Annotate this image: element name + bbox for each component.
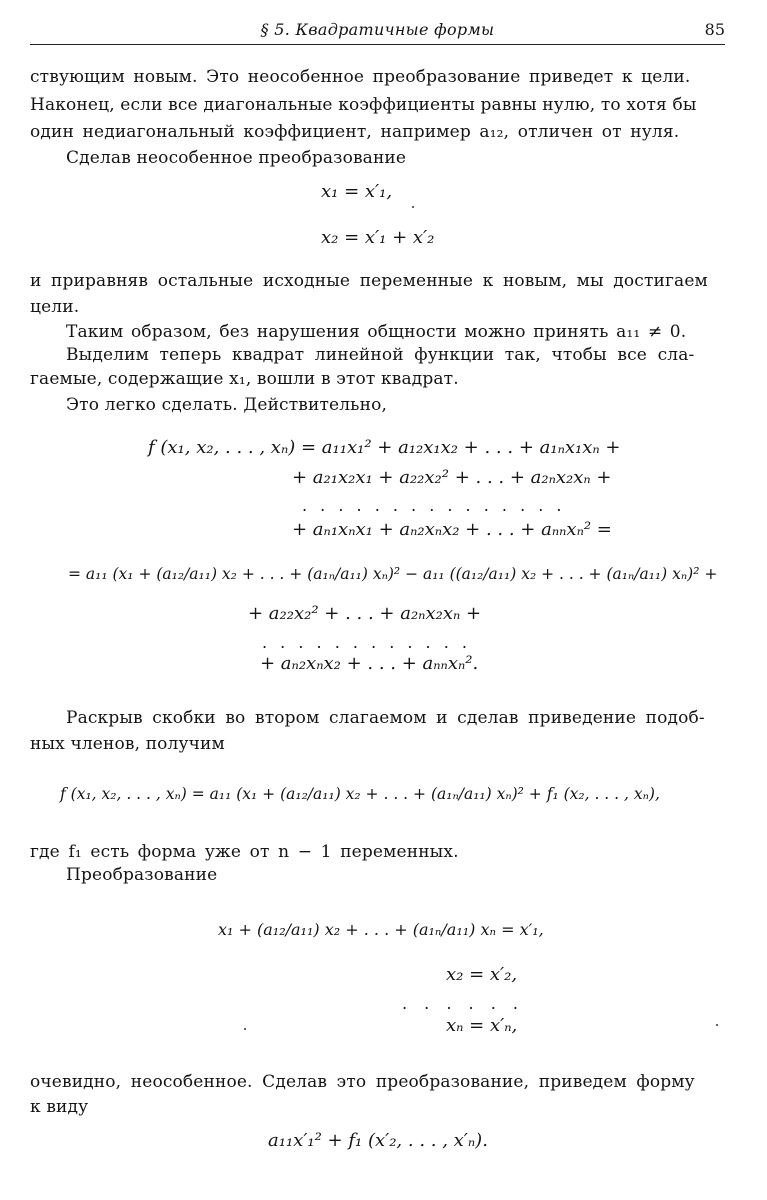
equation-line: x₂ = x′₁ + x′₂: [321, 227, 435, 248]
paragraph-line: очевидно, неособенное. Сделав это преобразование, приведем форму: [30, 1072, 695, 1092]
equation-line: = a₁₁ (x₁ + (a₁₂/a₁₁) x₂ + . . . + (a₁ₙ/a₁₁) xₙ)² − a₁₁ ((a₁₂/a₁₁) x₂ + . . . + (a₁ₙ/a₁₁) xₙ)² +: [68, 565, 718, 583]
equation-line: f (x₁, x₂, . . . , xₙ) = a₁₁x₁² + a₁₂x₁x₂ + . . . + a₁ₙx₁xₙ +: [148, 437, 621, 458]
ellipsis-row: . . . . . . . . . . . . . . .: [302, 496, 566, 515]
running-head: [30, 18, 725, 45]
equation-line: f (x₁, x₂, . . . , xₙ) = a₁₁ (x₁ + (a₁₂/a₁₁) x₂ + . . . + (a₁ₙ/a₁₁) xₙ)² + f₁ (x₂, . . . , xₙ),: [60, 785, 660, 803]
paragraph-line: где f₁ есть форма уже от n − 1 переменных.: [30, 842, 459, 862]
equation-line: + a₂₁x₂x₁ + a₂₂x₂² + . . . + a₂ₙx₂xₙ +: [292, 467, 612, 488]
ellipsis-row: . . . . . . . . . . . .: [262, 633, 471, 652]
equation-line: x₁ + (a₁₂/a₁₁) x₂ + . . . + (a₁ₙ/a₁₁) xₙ = x′₁,: [218, 920, 544, 939]
section-title: § 5. Квадратичные формы: [260, 20, 495, 39]
paragraph-line: гаемые, содержащие x₁, вошли в этот квадрат.: [30, 369, 459, 389]
print-speck: [412, 206, 414, 208]
paragraph-line: к виду: [30, 1097, 89, 1117]
paragraph-line: один недиагональный коэффициент, например a₁₂, отличен от нуля.: [30, 122, 680, 142]
print-speck: [244, 1028, 246, 1030]
page-number: 85: [704, 20, 725, 39]
paragraph-line: Раскрыв скобки во втором слагаемом и сделав приведение подоб-: [66, 708, 705, 728]
equation-line: x₂ = x′₂,: [446, 964, 518, 985]
paragraph-line: Выделим теперь квадрат линейной функции так, чтобы все сла-: [66, 345, 695, 365]
paragraph-line: и приравняв остальные исходные переменные к новым, мы достигаем: [30, 271, 708, 291]
equation-line: + aₙ₂xₙx₂ + . . . + aₙₙxₙ².: [260, 653, 479, 674]
equation-line: x₁ = x′₁,: [321, 181, 393, 202]
paragraph-line: ствующим новым. Это неособенное преобразование приведет к цели.: [30, 67, 691, 87]
paragraph-line: цели.: [30, 297, 80, 317]
ellipsis-row: . . . . . .: [402, 994, 524, 1013]
print-speck: [716, 1024, 718, 1026]
paragraph-line: Наконец, если все диагональные коэффициенты равны нулю, то хотя бы: [30, 95, 697, 115]
paragraph-line: Это легко сделать. Действительно,: [66, 395, 388, 415]
paragraph-line: ных членов, получим: [30, 734, 225, 754]
equation-line: + aₙ₁xₙx₁ + aₙ₂xₙx₂ + . . . + aₙₙxₙ² =: [292, 519, 612, 540]
equation-line: + a₂₂x₂² + . . . + a₂ₙx₂xₙ +: [248, 603, 482, 624]
equation-line: a₁₁x′₁² + f₁ (x′₂, . . . , x′ₙ).: [268, 1130, 488, 1151]
paragraph-line: Преобразование: [66, 865, 218, 885]
paragraph-line: Таким образом, без нарушения общности можно принять a₁₁ ≠ 0.: [66, 322, 687, 342]
equation-line: xₙ = x′ₙ,: [446, 1015, 518, 1036]
paragraph-line: Сделав неособенное преобразование: [66, 148, 407, 168]
